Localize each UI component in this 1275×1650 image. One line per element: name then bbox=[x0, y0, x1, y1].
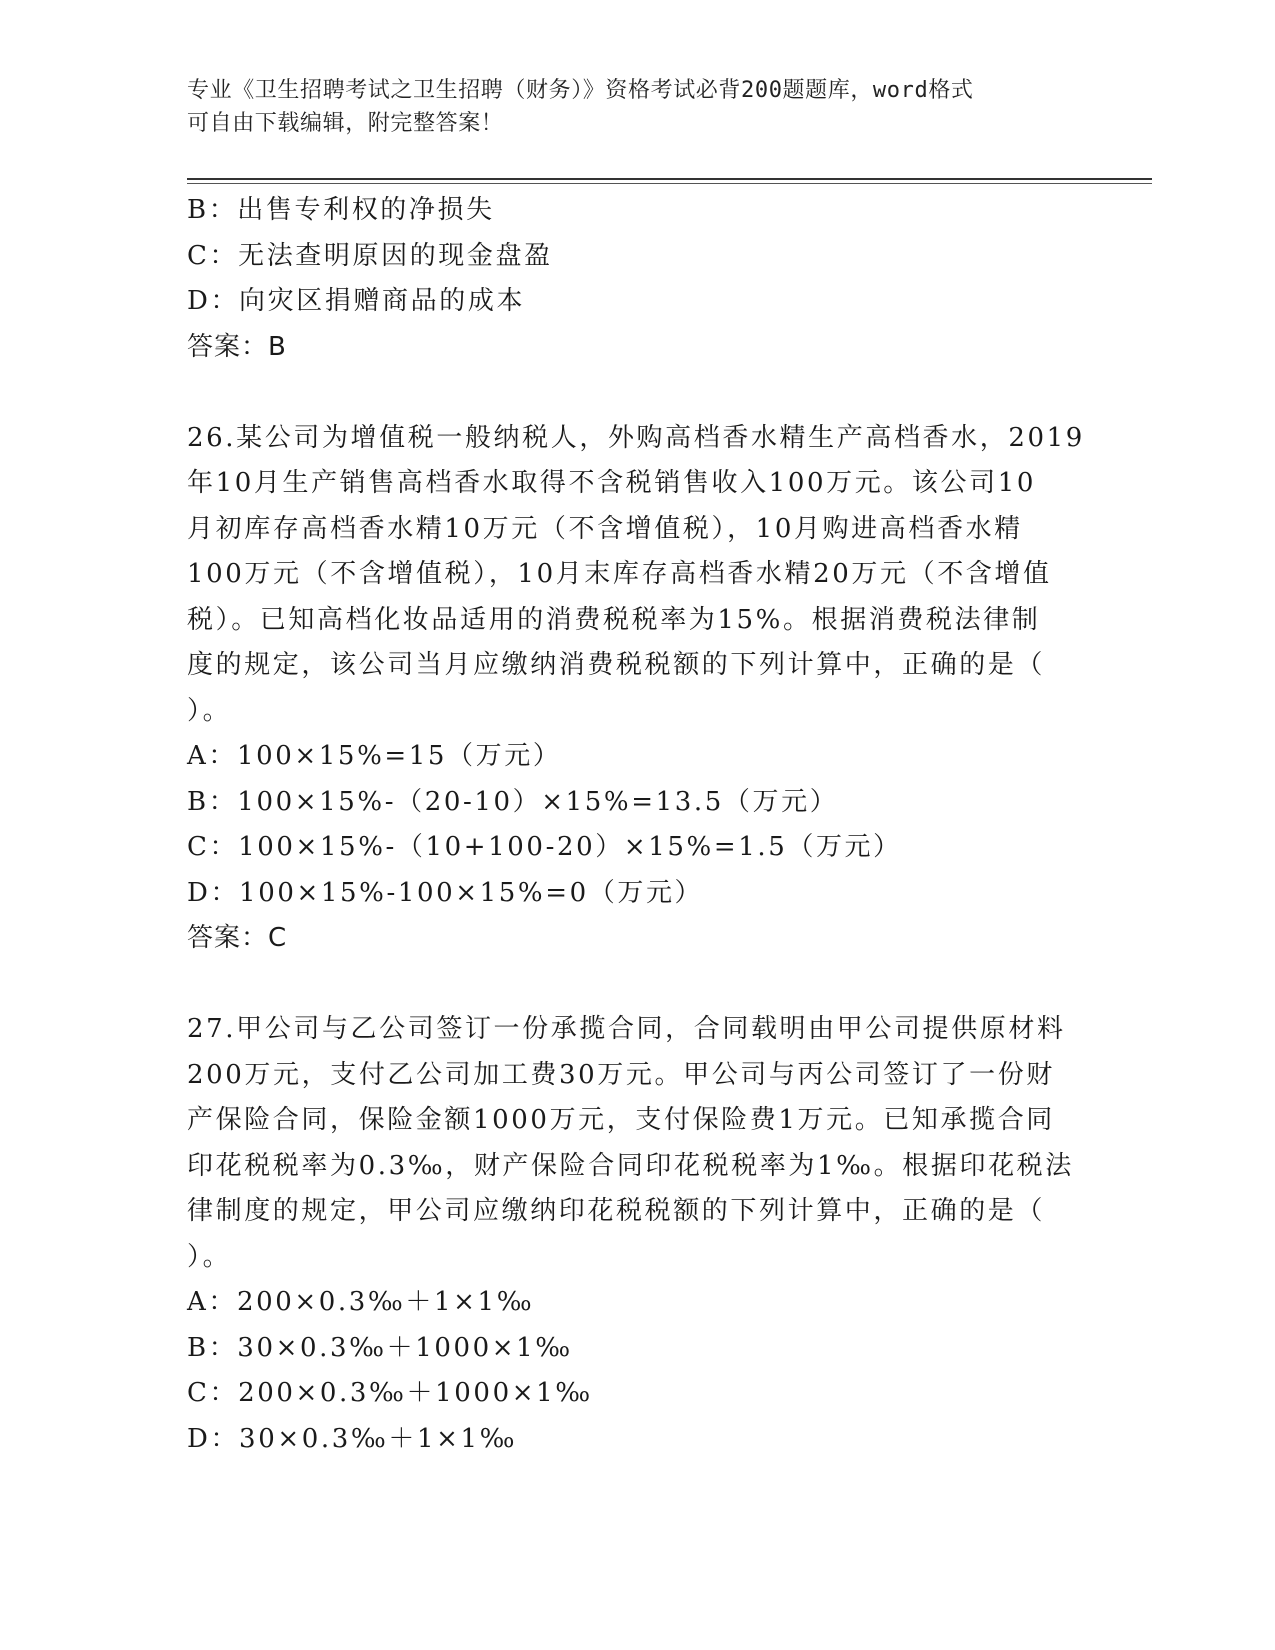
question-text-line: ）。 bbox=[187, 1241, 232, 1272]
option-c: C：无法查明原因的现金盘盈 bbox=[187, 240, 553, 271]
prev-question-block bbox=[187, 188, 1087, 370]
question-text-line: 27.甲公司与乙公司签订一份承揽合同，合同载明由甲公司提供原材料 bbox=[187, 1014, 1066, 1044]
document-header bbox=[187, 74, 1067, 140]
answer-label: 答案：C bbox=[187, 923, 288, 953]
option-b: B：100×15%-（20-10）×15%=13.5（万元） bbox=[187, 786, 839, 817]
question-text-line: 月初库存高档香水精10万元（不含增值税），10月购进高档香水精 bbox=[187, 513, 1023, 544]
option-b: B：30×0.3‰＋1000×1‰ bbox=[187, 1332, 573, 1363]
option-b: B：出售专利权的净损失 bbox=[187, 195, 495, 225]
document-body bbox=[187, 188, 1087, 1462]
question-text-line: 产保险合同，保险金额1000万元，支付保险费1万元。已知承揽合同 bbox=[187, 1105, 1055, 1135]
question-text-line: 税）。已知高档化妆品适用的消费税税率为15%。根据消费税法律制 bbox=[187, 604, 1041, 635]
header-divider bbox=[187, 178, 1152, 180]
option-a: A：200×0.3‰＋1×1‰ bbox=[187, 1287, 535, 1317]
header-line-2: 可自由下载编辑，附完整答案！ bbox=[187, 111, 504, 136]
option-a: A：100×15%=15（万元） bbox=[187, 741, 562, 771]
option-d: D：向灾区捐赠商品的成本 bbox=[187, 286, 526, 316]
option-c: C：200×0.3‰＋1000×1‰ bbox=[187, 1378, 593, 1408]
spacer bbox=[187, 962, 1087, 1008]
option-d: D：100×15%-100×15%=0（万元） bbox=[187, 877, 704, 908]
spacer bbox=[187, 370, 1087, 416]
option-c: C：100×15%-（10+100-20）×15%=1.5（万元） bbox=[187, 832, 902, 862]
question-26 bbox=[187, 416, 1087, 962]
question-text-line: 年10月生产销售高档香水取得不含税销售收入100万元。该公司10 bbox=[187, 468, 1036, 498]
question-text-line: 度的规定，该公司当月应缴纳消费税税额的下列计算中，正确的是（ bbox=[187, 650, 1046, 680]
question-text-line: 200万元，支付乙公司加工费30万元。甲公司与丙公司签订了一份财 bbox=[187, 1059, 1055, 1090]
header-divider-thin bbox=[187, 183, 1152, 184]
option-d: D：30×0.3‰＋1×1‰ bbox=[187, 1423, 518, 1454]
answer-label: 答案：B bbox=[187, 331, 287, 362]
question-27 bbox=[187, 1007, 1087, 1462]
question-text-line: 26.某公司为增值税一般纳税人，外购高档香水精生产高档香水，2019 bbox=[187, 422, 1085, 453]
question-text-line: 印花税税率为0.3‰，财产保险合同印花税税率为1‰。根据印花税法 bbox=[187, 1150, 1074, 1181]
question-text-line: 100万元（不含增值税），10月末库存高档香水精20万元（不含增值 bbox=[187, 559, 1052, 589]
header-line-1: 专业《卫生招聘考试之卫生招聘（财务）》资格考试必背200题题库，word格式 bbox=[187, 78, 974, 103]
question-text-line: ）。 bbox=[187, 695, 232, 726]
question-text-line: 律制度的规定，甲公司应缴纳印花税税额的下列计算中，正确的是（ bbox=[187, 1196, 1046, 1226]
